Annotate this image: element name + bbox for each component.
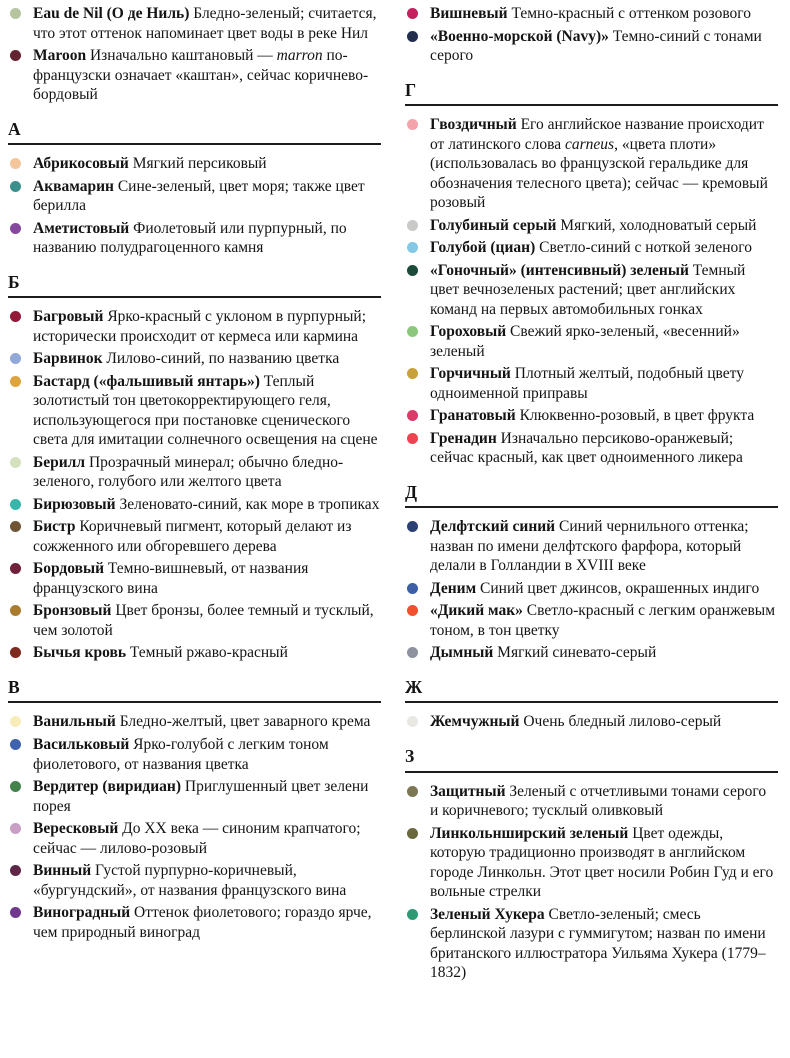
color-swatch-icon <box>407 8 418 19</box>
section-letter: Б <box>8 271 21 292</box>
color-name: «Военно-морской (Navy)» <box>430 27 613 45</box>
color-name: Вишневый <box>430 5 512 22</box>
color-swatch-icon <box>10 865 21 876</box>
color-name: Защитный <box>430 782 510 800</box>
color-name: Eau de Nil (О де Ниль) <box>33 5 194 22</box>
color-name: Гвоздичный <box>430 116 521 134</box>
color-swatch-icon <box>10 823 21 834</box>
color-swatch-icon <box>407 605 418 616</box>
color-swatch-icon <box>407 521 418 532</box>
color-entry <box>8 517 381 556</box>
color-entry <box>405 238 778 258</box>
section-header-Г <box>405 79 778 107</box>
color-swatch-icon <box>407 716 418 727</box>
color-description: Темно-синий с тонами серого <box>430 27 762 65</box>
color-entry <box>405 261 778 320</box>
color-name: Делфтский синий <box>430 518 559 536</box>
color-description: Синий цвет джинсов, окрашенных индиго <box>480 579 760 597</box>
color-name: «Гоночный» (интенсивный) зеленый <box>430 261 693 279</box>
color-description: Синий чернильного оттенка; назван по имени делфтского фарфора, который делали в Голландии в XVIII веке <box>430 518 749 575</box>
color-name: Бордовый <box>33 560 108 578</box>
color-name: Голубой (циан) <box>430 239 540 257</box>
section-header-Д <box>405 481 778 509</box>
color-swatch-icon <box>407 220 418 231</box>
color-entry <box>8 712 381 732</box>
color-name: Виноградный <box>33 904 135 922</box>
section-header-З <box>405 745 778 773</box>
color-swatch-icon <box>10 716 21 727</box>
color-description: Темно-красный с оттенком розового <box>511 5 752 22</box>
color-name: Васильковый <box>33 735 134 753</box>
color-swatch-icon <box>10 499 21 510</box>
section-letter: Г <box>405 79 417 100</box>
color-swatch-icon <box>10 457 21 468</box>
color-description: Свежий ярко-зеленый, «весенний» зеленый <box>430 323 740 360</box>
color-description: Очень бледный лилово-серый <box>523 713 722 731</box>
color-name: Ванильный <box>33 713 120 731</box>
color-swatch-icon <box>407 326 418 337</box>
color-description: Его английское название происходит от латинского слова carneus, «цвета плоти» (использовалась во французской геральдике для обозначения телесного цвета); сейчас — кремовый розовый <box>430 116 768 212</box>
color-name: Бистр <box>33 518 80 536</box>
color-swatch-icon <box>407 31 418 42</box>
color-description: Темно-вишневый, от названия французского вина <box>33 560 309 597</box>
color-entry <box>8 643 381 663</box>
section-header-Ж <box>405 676 778 704</box>
color-name: Maroon <box>33 47 90 65</box>
color-description: Приглушенный цвет зелени порея <box>33 778 369 815</box>
color-entry <box>8 372 381 450</box>
section-header-Б <box>8 271 381 299</box>
color-entry <box>8 601 381 640</box>
color-entry <box>405 643 778 663</box>
color-entry <box>405 115 778 213</box>
color-description: До XX века — синоним крапчатого; сейчас — лилово-розовый <box>33 820 361 857</box>
color-description: Ярко-красный с уклоном в пурпурный; исторически происходит от кермеса или кармина <box>33 308 367 345</box>
color-name: Дымный <box>430 644 498 662</box>
color-description: Зеленый с отчетливыми тонами серого и коричневого; тусклый оливковый <box>430 782 767 820</box>
color-description: Клюквенно-розовый, в цвет фрукта <box>519 407 755 425</box>
color-name: Бычья кровь <box>33 644 130 662</box>
color-entry <box>405 429 778 468</box>
color-swatch-icon <box>407 647 418 658</box>
color-entry <box>8 349 381 369</box>
color-entry <box>405 824 778 902</box>
color-description: Теплый золотистый тон цветокорректирующего геля, использующегося при постановке сценического света для имитации солнечного освещения на сцене <box>33 372 378 449</box>
color-swatch-icon <box>10 781 21 792</box>
color-name: Барвинок <box>33 350 107 368</box>
color-description: Светло-синий с ноткой зеленого <box>539 239 752 257</box>
section-letter: Д <box>405 481 418 502</box>
color-swatch-icon <box>407 410 418 421</box>
color-entry <box>8 46 381 105</box>
color-swatch-icon <box>10 8 21 19</box>
color-description: Изначально каштановый — marron по-французски означает «каштан», сейчас коричнево-бордовый <box>33 47 369 104</box>
column-left <box>8 4 381 986</box>
color-description: Плотный желтый, подобный цвету одноименной приправы <box>430 365 744 402</box>
color-name: Абрикосовый <box>33 155 133 173</box>
color-entry <box>8 154 381 174</box>
color-entry <box>8 777 381 816</box>
color-entry <box>8 861 381 900</box>
section-letter: Ж <box>405 676 423 697</box>
color-swatch-icon <box>10 181 21 192</box>
section-header-В <box>8 676 381 704</box>
color-description: Светло-зеленый; смесь берлинской лазури с гуммигутом; назван по имени британского иллюстратора Уильяма Хукера (1779–1832) <box>430 905 766 982</box>
color-name: Винный <box>33 862 96 880</box>
color-entry <box>8 177 381 216</box>
color-description: Темный цвет вечнозеленых растений; цвет английских команд на первых автомобильных гонках <box>430 261 746 318</box>
section-letter: З <box>405 745 415 766</box>
color-name: Гренадин <box>430 429 501 447</box>
color-entry <box>8 307 381 346</box>
color-name: Аметистовый <box>33 219 134 237</box>
color-swatch-icon <box>407 786 418 797</box>
color-entry <box>405 579 778 599</box>
color-description: Ярко-голубой с легким тоном фиолетового, от названия цветка <box>33 735 329 773</box>
color-entry <box>405 406 778 426</box>
color-swatch-icon <box>10 311 21 322</box>
color-description: Бледно-желтый, цвет заварного крема <box>119 713 371 731</box>
color-swatch-icon <box>10 521 21 532</box>
color-description: Мягкий персиковый <box>132 155 267 173</box>
color-entry <box>405 782 778 821</box>
color-description: Темный ржаво-красный <box>129 644 288 662</box>
color-description: Сине-зеленый, цвет моря; также цвет берилла <box>33 177 365 215</box>
color-description: Светло-красный с легким оранжевым тоном, в тон цветку <box>430 602 776 639</box>
color-swatch-icon <box>407 828 418 839</box>
color-entry <box>405 905 778 983</box>
color-entry <box>8 819 381 858</box>
color-entry <box>405 4 778 24</box>
color-entry <box>405 601 778 640</box>
color-name: Деним <box>430 579 481 597</box>
color-entry <box>8 453 381 492</box>
color-swatch-icon <box>10 907 21 918</box>
color-name: Гранатовый <box>430 407 520 425</box>
color-entry <box>405 364 778 403</box>
color-swatch-icon <box>407 368 418 379</box>
section-letter: В <box>8 676 21 697</box>
color-entry <box>8 735 381 774</box>
section-header-А <box>8 118 381 146</box>
color-name: Бронзовый <box>33 602 116 620</box>
color-name: Берилл <box>33 453 89 471</box>
color-entry <box>405 712 778 732</box>
color-description: Оттенок фиолетового; гораздо ярче, чем природный виноград <box>33 904 372 941</box>
section-letter: А <box>8 118 22 139</box>
color-swatch-icon <box>407 909 418 920</box>
color-swatch-icon <box>10 376 21 387</box>
color-swatch-icon <box>10 158 21 169</box>
color-swatch-icon <box>407 119 418 130</box>
color-entry <box>8 4 381 43</box>
color-description: Мягкий, холодноватый серый <box>560 216 757 234</box>
color-description: Цвет одежды, которую традиционно производят в английском городе Линкольн. Этот цвет носили Робин Гуд и его вольные стрелки <box>430 824 774 901</box>
color-swatch-icon <box>407 583 418 594</box>
color-swatch-icon <box>10 223 21 234</box>
color-description: Фиолетовый или пурпурный, по названию полудрагоценного камня <box>33 219 347 257</box>
color-name: Вердитер (виридиан) <box>33 778 185 796</box>
color-name: Линкольнширский зеленый <box>430 824 633 842</box>
color-swatch-icon <box>10 353 21 364</box>
color-name: Багровый <box>33 308 108 326</box>
color-description: Изначально персиково-оранжевый; сейчас красный, как цвет одноименного ликера <box>430 429 743 467</box>
color-name: Гороховый <box>430 323 511 341</box>
color-name: Бастард («фальшивый янтарь») <box>33 372 264 390</box>
color-name: Бирюзовый <box>33 495 120 513</box>
color-entry <box>405 517 778 576</box>
color-description: Мягкий синевато-серый <box>497 644 657 662</box>
color-description: Густой пурпурно-коричневый, «бургундский», от названия французского вина <box>33 862 347 899</box>
color-swatch-icon <box>10 605 21 616</box>
color-swatch-icon <box>407 265 418 276</box>
color-description: Зеленовато-синий, как море в тропиках <box>119 495 380 513</box>
color-entry <box>405 27 778 66</box>
color-description: Коричневый пигмент, который делают из сожженного или обгоревшего дерева <box>33 518 352 555</box>
color-name: «Дикий мак» <box>430 602 527 620</box>
color-entry <box>405 216 778 236</box>
color-description: Лилово-синий, по названию цветка <box>106 350 340 368</box>
color-swatch-icon <box>407 242 418 253</box>
color-description: Прозрачный минерал; обычно бледно-зеленого, голубого или желтого цвета <box>33 453 344 491</box>
color-description: Цвет бронзы, более темный и тусклый, чем золотой <box>33 602 374 639</box>
color-entry <box>8 903 381 942</box>
color-entry <box>8 495 381 515</box>
color-entry <box>8 559 381 598</box>
color-name: Горчичный <box>430 365 515 383</box>
color-entry <box>405 322 778 361</box>
color-description: Бледно-зеленый; считается, что этот оттенок напоминает цвет воды в реке Нил <box>33 5 377 42</box>
color-swatch-icon <box>407 433 418 444</box>
color-name: Голубиный серый <box>430 216 561 234</box>
color-name: Зеленый Хукера <box>430 905 549 923</box>
color-swatch-icon <box>10 563 21 574</box>
color-name: Вересковый <box>33 820 123 838</box>
color-swatch-icon <box>10 50 21 61</box>
color-name: Аквамарин <box>33 177 118 195</box>
color-entry <box>8 219 381 258</box>
column-right <box>405 4 778 986</box>
color-swatch-icon <box>10 739 21 750</box>
color-name: Жемчужный <box>430 713 524 731</box>
color-swatch-icon <box>10 647 21 658</box>
